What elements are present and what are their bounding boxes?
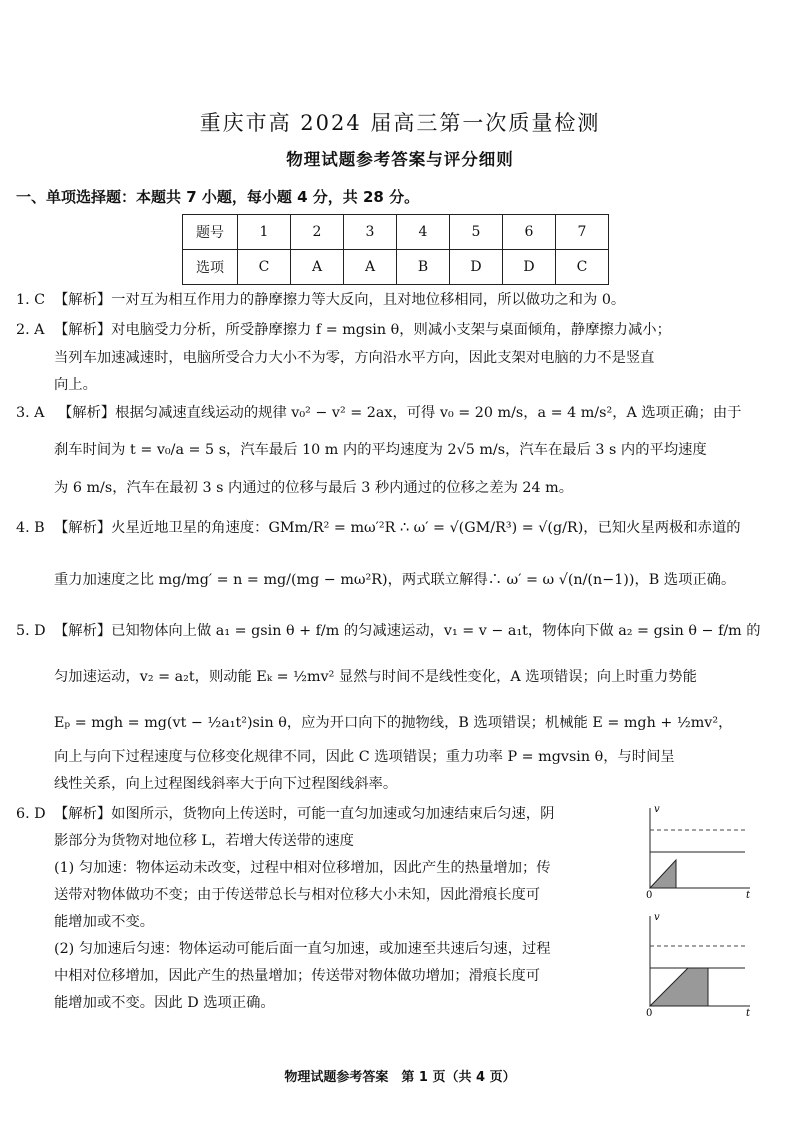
q6-number: 6. D — [16, 806, 46, 822]
shaded-displacement — [650, 860, 676, 888]
table-cell: A — [344, 250, 397, 285]
q6-line: (1) 匀加速：物体运动未改变，过程中相对位移增加，因此产生的热量增加；传 — [54, 860, 551, 876]
table-cell: D — [503, 250, 556, 285]
q6-line: (2) 匀加速后匀速：物体运动可能后面一直匀加速，或加速至共速后匀速，过程 — [54, 941, 551, 957]
q3-line: 刹车时间为 t = v₀/a = 5 s，汽车最后 10 m 内的平均速度为 2√5 m/s，汽车在最后 3 s 内的平均速度 — [54, 442, 707, 458]
page-footer: 物理试题参考答案 第 1 页（共 4 页） — [284, 1070, 516, 1085]
table-cell: C — [556, 250, 609, 285]
q5-line: 匀加速运动，v₂ = a₂t，则动能 Eₖ = ½mv² 显然与时间不是线性变化，A 选项错误；向上时重力势能 — [54, 669, 697, 685]
q2-line: 【解析】对电脑受力分析，所受静摩擦力 f = mgsin θ，则减小支架与桌面倾角，静摩擦力减小； — [54, 322, 671, 338]
t-label: t — [746, 1008, 751, 1018]
q5-number: 5. D — [16, 623, 46, 639]
q5-line: 线性关系，向上过程图线斜率大于向下过程图线斜率。 — [54, 776, 398, 792]
table-cell: 2 — [291, 215, 344, 250]
vt-graph-1 — [640, 800, 760, 900]
q5-line: 向上与向下过程速度与位移变化规律不同，因此 C 选项错误；重力功率 P = mgvsin θ，与时间呈 — [54, 749, 675, 765]
table-row — [183, 250, 609, 285]
q2-number: 2. A — [16, 322, 45, 338]
table-header-cell: 题号 — [183, 215, 238, 250]
t-label: t — [746, 890, 751, 900]
table-cell: 7 — [556, 215, 609, 250]
table-cell: A — [291, 250, 344, 285]
q6-line: 能增加或不变。 — [54, 914, 155, 930]
section-heading: 一、单项选择题：本题共 7 小题，每小题 4 分，共 28 分。 — [16, 188, 420, 206]
q3-number: 3. A — [16, 405, 45, 421]
table-cell: 5 — [450, 215, 503, 250]
q2-line: 向上。 — [54, 377, 97, 393]
q1-number: 1. C — [16, 292, 46, 308]
q5-line: Eₚ = mgh = mg(vt − ½a₁t²)sin θ，应为开口向下的抛物线，B 选项错误；机械能 E = mgh + ½mv²， — [54, 715, 733, 731]
q6-line: 影部分为货物对地位移 L，若增大传送带的速度 — [54, 833, 354, 849]
table-cell: D — [450, 250, 503, 285]
vt-graph-2 — [640, 908, 760, 1018]
answer-table — [182, 214, 609, 285]
page-subtitle: 物理试题参考答案与评分细则 — [286, 150, 514, 169]
table-cell: 4 — [397, 215, 450, 250]
q4-line: 重力加速度之比 mg/mg′ = n = mg/(mg − mω²R)，两式联立解得∴ ω′ = ω √(n/(n−1))，B 选项正确。 — [54, 572, 736, 588]
shaded-displacement — [650, 968, 708, 1006]
table-row — [183, 215, 609, 250]
table-cell: C — [238, 250, 291, 285]
q2-line: 当列车加速减速时，电脑所受合力大小不为零，方向沿水平方向，因此支架对电脑的力不是竖直 — [54, 350, 655, 366]
q5-line: 【解析】已知物体向上做 a₁ = gsin θ + f/m 的匀减速运动，v₁ = v − a₁t，物体向下做 a₂ = gsin θ − f/m 的 — [54, 623, 761, 639]
q3-line: 为 6 m/s，汽车在最初 3 s 内通过的位移与最后 3 秒内通过的位移之差为 24 m。 — [54, 480, 573, 496]
table-cell: B — [397, 250, 450, 285]
table-cell: 6 — [503, 215, 556, 250]
v-label: v — [654, 804, 660, 815]
q4-line: 【解析】火星近地卫星的角速度：GMm/R² = mω′²R ∴ ω′ = √(GM/R³) = √(g/R)，已知火星两极和赤道的 — [54, 520, 741, 536]
q6-line: 能增加或不变。因此 D 选项正确。 — [54, 995, 275, 1011]
q3-line: 【解析】根据匀减速直线运动的规律 v₀² − v² = 2ax，可得 v₀ = 20 m/s，a = 4 m/s²，A 选项正确；由于 — [58, 405, 742, 421]
q6-line: 【解析】如图所示，货物向上传送时，可能一直匀加速或匀加速结束后匀速，阴 — [54, 806, 555, 822]
v-label: v — [654, 912, 660, 923]
q4-number: 4. B — [16, 520, 45, 536]
table-header-cell: 选项 — [183, 250, 238, 285]
origin-label: 0 — [646, 1008, 653, 1018]
table-cell: 3 — [344, 215, 397, 250]
table-cell: 1 — [238, 215, 291, 250]
page-title: 重庆市高 2024 届高三第一次质量检测 — [199, 111, 601, 135]
origin-label: 0 — [646, 890, 653, 900]
q6-line: 中相对位移增加，因此产生的热量增加；传送带对物体做功增加；滑痕长度可 — [54, 968, 541, 984]
q6-line: 送带对物体做功不变；由于传送带总长与相对位移大小未知，因此滑痕长度可 — [54, 887, 541, 903]
q1-line: 【解析】一对互为相互作用力的静摩擦力等大反向，且对地位移相同，所以做功之和为 0。 — [54, 292, 626, 308]
